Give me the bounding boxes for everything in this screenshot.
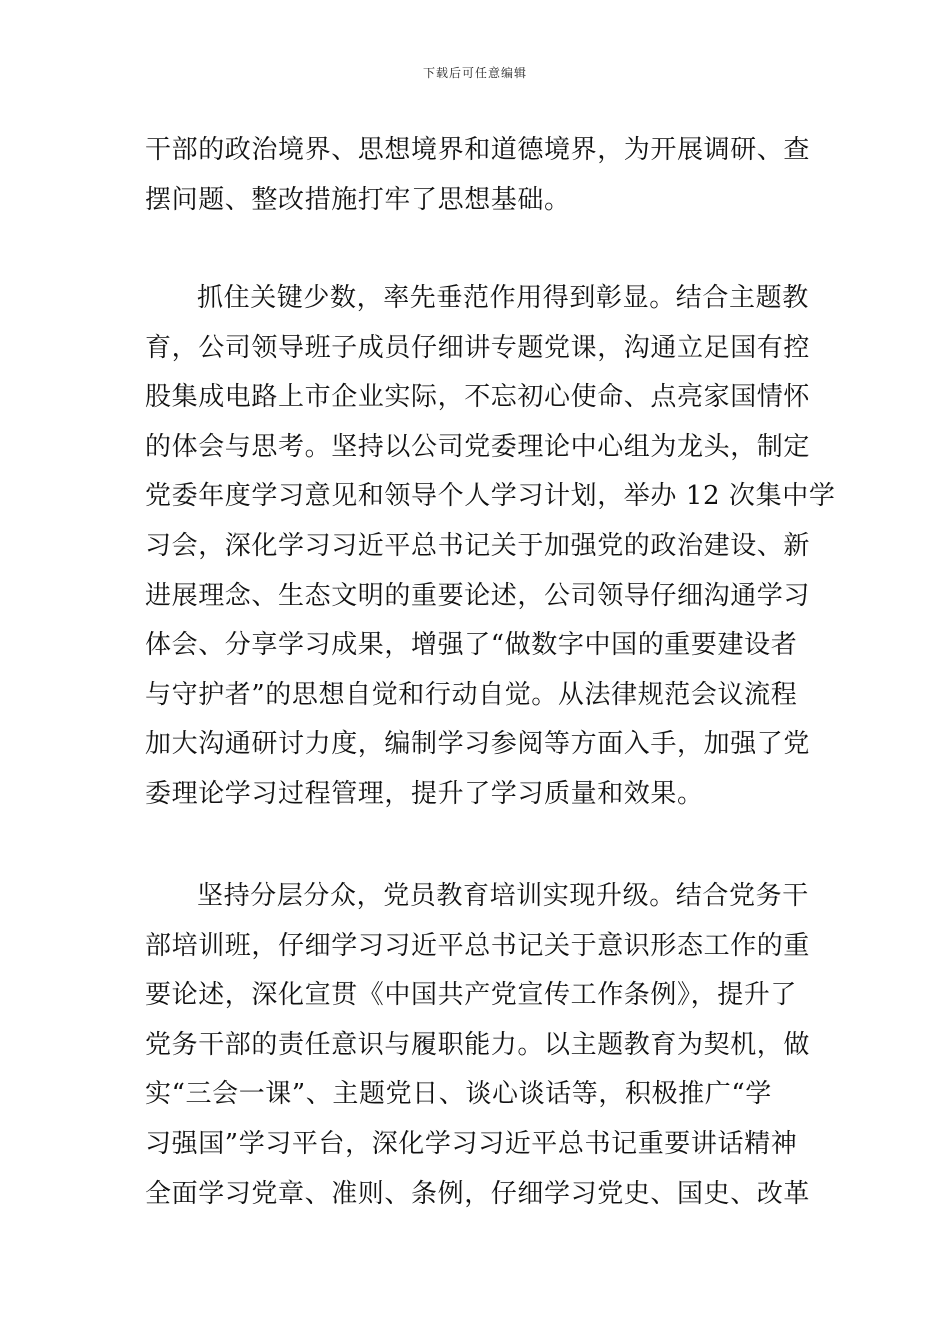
- text-line: 抓住关键少数，率先垂范作用得到彰显。结合主题教: [197, 283, 809, 313]
- text-line: 与守护者”的思想自觉和行动自觉。从法律规范会议流程: [145, 679, 798, 710]
- text-line: 坚持分层分众，党员教育培训实现升级。结合党务干: [197, 881, 809, 911]
- text-line: 习会，深化学习习近平总书记关于加强党的政治建设、新: [145, 530, 811, 561]
- text-line: 党务干部的责任意识与履职能力。以主题教育为契机，做: [145, 1029, 811, 1060]
- text-line: 加大沟通研讨力度，编制学习参阅等方面入手，加强了党: [145, 729, 811, 760]
- text-line: 股集成电路上市企业实际，不忘初心使命、点亮家国情怀: [145, 382, 811, 413]
- text-line: 的体会与思考。坚持以公司党委理论中心组为龙头，制定: [145, 431, 811, 462]
- text-line: 摆问题、整改措施打牢了思想基础。: [145, 184, 571, 215]
- page-header: 下载后可任意编辑: [422, 66, 527, 80]
- text-line: 实“三会一课”、主题党日、谈心谈话等，积极推广“学: [145, 1079, 772, 1110]
- text-line: 干部的政治境界、思想境界和道德境界，为开展调研、查: [145, 135, 811, 165]
- text-line: 委理论学习过程管理，提升了学习质量和效果。: [145, 778, 704, 809]
- text-line: 党委年度学习意见和领导个人学习计划，举办 12 次集中学: [145, 481, 836, 512]
- text-line: 要论述，深化宣贯《中国共产党宣传工作条例》，提升了: [145, 980, 798, 1011]
- text-line: 进展理念、生态文明的重要论述，公司领导仔细沟通学习: [145, 580, 811, 611]
- paragraph-2: [145, 274, 836, 820]
- paragraph-3: [145, 872, 811, 1219]
- text-line: 习强国”学习平台，深化学习习近平总书记重要讲话精神: [145, 1128, 798, 1159]
- text-line: 全面学习党章、准则、条例，仔细学习党史、国史、改革: [145, 1178, 811, 1209]
- text-line: 部培训班，仔细学习习近平总书记关于意识形态工作的重: [145, 930, 811, 961]
- text-line: 体会、分享学习成果，增强了“做数字中国的重要建设者: [145, 630, 798, 661]
- text-line: 育，公司领导班子成员仔细讲专题党课，沟通立足国有控: [145, 332, 811, 363]
- paragraph-1: [145, 126, 811, 225]
